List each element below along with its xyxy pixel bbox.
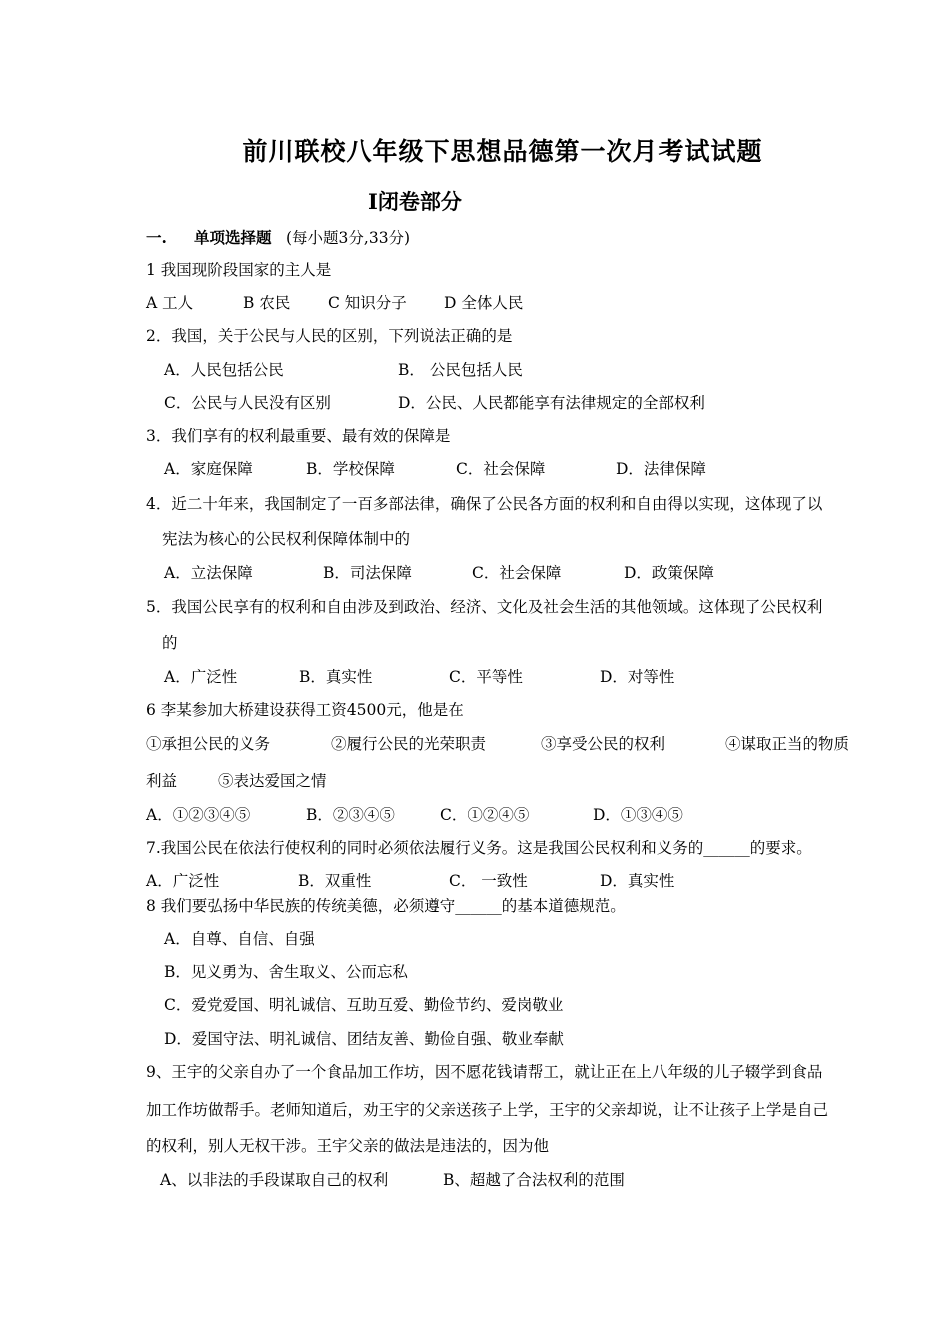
- q6-option-d: D．①③④⑤: [593, 806, 683, 824]
- q2-option-d: D．公民、人民都能享有法律规定的全部权利: [398, 394, 705, 412]
- q9-option-b: B、超越了合法权利的范围: [443, 1171, 625, 1189]
- q4-option-a: A．立法保障: [164, 564, 253, 582]
- question-5-stem-line2: 的: [162, 634, 178, 652]
- q2-option-c: C．公民与人民没有区别: [164, 394, 331, 412]
- q9-option-a: A、以非法的手段谋取自己的权利: [160, 1171, 389, 1189]
- q4-option-b: B．司法保障: [323, 564, 412, 582]
- section-heading: Ⅰ闭卷部分: [368, 189, 462, 214]
- q8-option-d: D．爱国守法、明礼诚信、团结友善、勤俭自强、敬业奉献: [164, 1030, 564, 1048]
- question-9-stem-line3: 的权利，别人无权干涉。王宇父亲的做法是违法的，因为他: [146, 1137, 550, 1155]
- q2-option-a: A．人民包括公民: [164, 361, 284, 379]
- q5-option-b: B．真实性: [299, 668, 373, 686]
- q6-option-b: B．②③④⑤: [306, 806, 395, 824]
- q6-item-4-cont: 利益: [146, 772, 178, 790]
- q7-option-b: B．双重性: [298, 872, 372, 890]
- q5-option-c: C．平等性: [449, 668, 523, 686]
- q1-option-b: B 农民: [243, 294, 291, 312]
- question-3-stem: 3．我们享有的权利最重要、最有效的保障是: [146, 427, 451, 445]
- q1-option-d: D 全体人民: [444, 294, 524, 312]
- section-note: (每小题3分,33分): [286, 229, 411, 247]
- question-8-stem: 8 我们要弘扬中华民族的传统美德，必须遵守______的基本道德规范。: [146, 897, 626, 915]
- q7-option-d: D．真实性: [600, 872, 675, 890]
- section-name: 单项选择题: [194, 228, 272, 247]
- question-9-stem-line2: 加工作坊做帮手。老师知道后，劝王宇的父亲送孩子上学，王宇的父亲却说，让不让孩子上学是自己: [146, 1101, 829, 1119]
- page-title: 前川联校八年级下思想品德第一次月考试试题: [242, 137, 763, 166]
- q2-option-b: B． 公民包括人民: [398, 361, 523, 379]
- q3-option-d: D．法律保障: [616, 460, 706, 478]
- question-1-stem: 1 我国现阶段国家的主人是: [146, 261, 332, 279]
- q6-option-c: C．①②④⑤: [440, 806, 530, 824]
- question-7-stem: 7.我国公民在依法行使权利的同时必须依法履行义务。这是我国公民权利和义务的______的要求。: [146, 839, 812, 857]
- q6-item-4: ④谋取正当的物质: [725, 735, 850, 753]
- q8-option-b: B．见义勇为、舍生取义、公而忘私: [164, 963, 408, 981]
- q6-option-a: A．①②③④⑤: [146, 806, 251, 824]
- q3-option-a: A．家庭保障: [164, 460, 253, 478]
- q3-option-b: B．学校保障: [306, 460, 395, 478]
- q7-option-c: C． 一致性: [449, 872, 528, 890]
- question-4-stem-line2: 宪法为核心的公民权利保障体制中的: [162, 530, 411, 548]
- question-5-stem-line1: 5．我国公民享有的权利和自由涉及到政治、经济、文化及社会生活的其他领域。这体现了公民权利: [146, 598, 823, 616]
- q4-option-c: C．社会保障: [472, 564, 562, 582]
- q1-option-a: A 工人: [146, 294, 194, 312]
- q1-option-c: C 知识分子: [328, 294, 407, 312]
- section-number: 一.: [146, 228, 167, 247]
- q6-item-2: ②履行公民的光荣职责: [331, 735, 487, 753]
- question-2-stem: 2．我国，关于公民与人民的区别，下列说法正确的是: [146, 327, 513, 345]
- question-6-stem: 6 李某参加大桥建设获得工资4500元，他是在: [146, 701, 464, 719]
- q6-item-5: ⑤表达爱国之情: [218, 772, 327, 790]
- q5-option-a: A．广泛性: [164, 668, 238, 686]
- q6-item-1: ①承担公民的义务: [146, 735, 271, 753]
- q6-item-3: ③享受公民的权利: [541, 735, 666, 753]
- q3-option-c: C．社会保障: [456, 460, 546, 478]
- q8-option-c: C．爱党爱国、明礼诚信、互助互爱、勤俭节约、爱岗敬业: [164, 996, 564, 1014]
- q7-option-a: A．广泛性: [146, 872, 220, 890]
- question-4-stem-line1: 4．近二十年来，我国制定了一百多部法律，确保了公民各方面的权利和自由得以实现，这体现了以: [146, 495, 823, 513]
- question-9-stem-line1: 9、王宇的父亲自办了一个食品加工作坊，因不愿花钱请帮工，就让正在上八年级的儿子辍学到食品: [146, 1063, 823, 1081]
- q8-option-a: A．自尊、自信、自强: [164, 930, 315, 948]
- q5-option-d: D．对等性: [600, 668, 675, 686]
- q4-option-d: D．政策保障: [624, 564, 714, 582]
